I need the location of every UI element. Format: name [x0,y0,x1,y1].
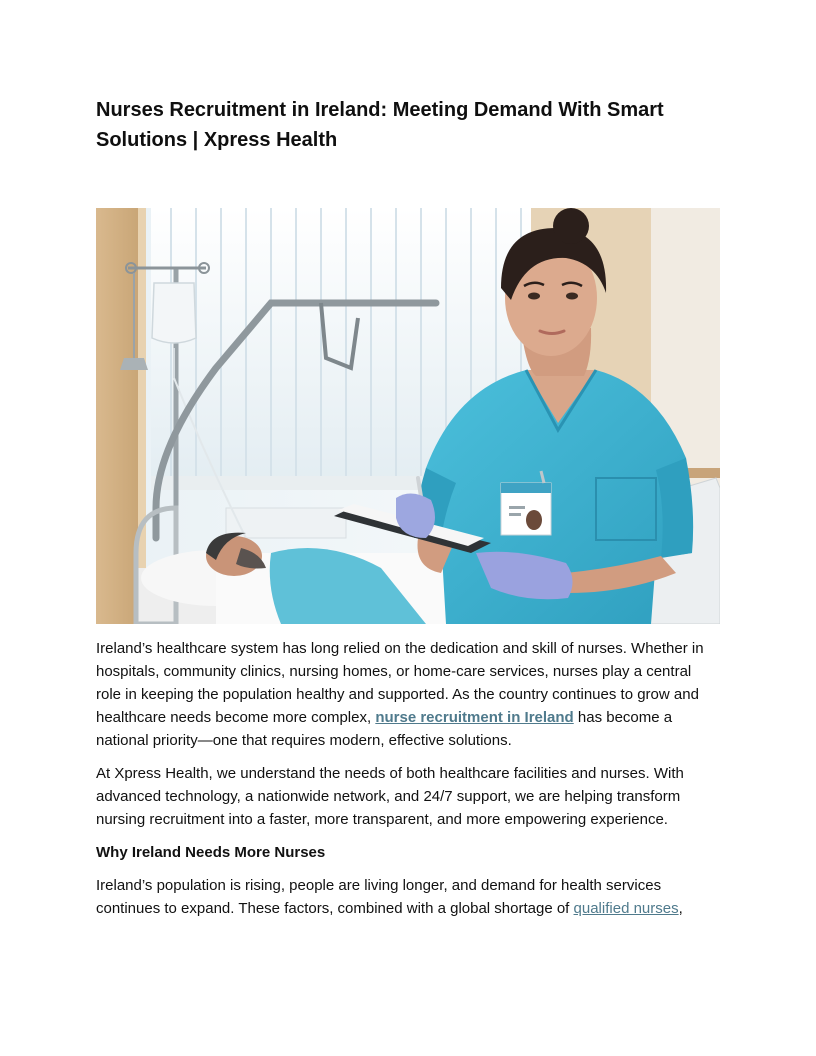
paragraph-demand [96,874,720,920]
paragraph-demand-text: Ireland’s population is rising, people are living longer, and demand for health services continues to expand. These factors, combined with a global shortage of [96,877,662,917]
qualified-nurses-link[interactable]: qualified nurses [573,900,679,917]
paragraph-intro [96,637,720,752]
document-title: Nurses Recruitment in Ireland: Meeting Demand With Smart Solutions | Xpress Health [96,99,664,151]
hero-image-nurse-with-patient [96,208,720,624]
document-body [96,637,720,930]
paragraph-demand-text-end: , [678,900,683,917]
section-heading: Why Ireland Needs More Nurses [96,844,326,861]
paragraph-xpress-health: At Xpress Health, we understand the needs of both healthcare facilities and nurses. With advanced technology, a nationwide network, and 24/7 support, we are helping transform nursing recruitment into a faster, more transparent, and more empowering experience. [96,765,684,828]
paragraph-intro-text: Ireland’s healthcare system has long relied on the dedication and skill of nurses. Whether in hospitals, community clinics, nursing homes, or home-care services, nurses play a central role in keeping the population healthy and supported. As the country continues to grow and healthcare needs become more complex, [96,640,704,726]
paragraph-intro-text-end: has become a national priority—one that requires modern, effective solutions. [96,709,673,749]
nurse-recruitment-link[interactable]: nurse recruitment in Ireland [375,709,574,726]
